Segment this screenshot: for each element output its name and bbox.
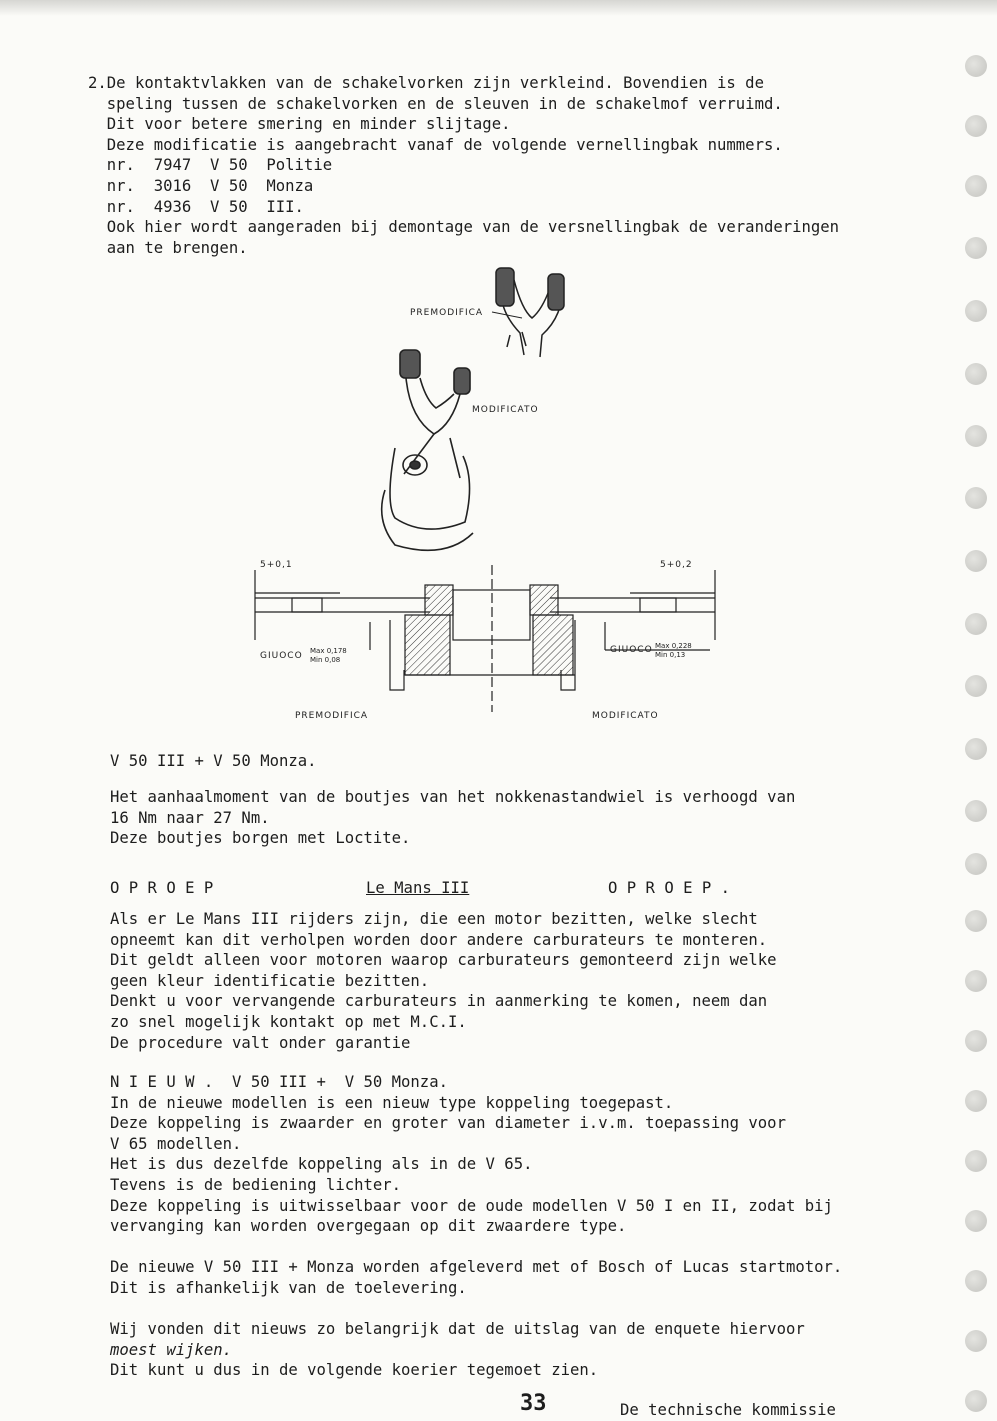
text-line: 2.De kontaktvlakken van de schakelvorken zijn verkleind. Bovendien is de [88, 74, 764, 92]
binder-hole [965, 237, 987, 259]
label-premodifica-bottom: PREMODIFICA [295, 711, 369, 721]
binder-hole [965, 675, 987, 697]
text-line: Denkt u voor vervangende carburateurs in aanmerking te komen, neem dan [110, 992, 768, 1011]
label-premodifica-top: PREMODIFICA [410, 308, 484, 318]
binder-hole [965, 1330, 987, 1352]
text-line: Tevens is de bediening lichter. [110, 1175, 402, 1194]
section-title-le-mans: Le Mans III [366, 879, 470, 897]
giuoco-right-label: GIUOCO [610, 645, 653, 655]
binder-hole [965, 970, 987, 992]
fork-premodifica-top [496, 268, 564, 357]
dimension-left: 5+0,1 [260, 560, 293, 570]
section-starter-motor [110, 1257, 842, 1298]
text-line: Deze koppeling is uitwisselbaar voor de oude modellen V 50 I en II, zodat bij [110, 1196, 833, 1215]
oproep-left: O P R O E P [110, 879, 214, 897]
giuoco-left-min: Min 0,08 [310, 656, 341, 664]
fork-modificato [382, 350, 473, 550]
footer-signature: De technische kommissie [620, 1401, 836, 1419]
text-line: V 65 modellen. [110, 1134, 242, 1153]
binder-hole [965, 300, 987, 322]
text-line: Deze boutjes borgen met Loctite. [110, 829, 411, 848]
binder-hole [965, 738, 987, 760]
binder-hole [965, 1270, 987, 1292]
binder-hole [965, 853, 987, 875]
section-le-mans-call [110, 909, 777, 1053]
section-shift-forks [88, 73, 839, 258]
text-line: N I E U W . V 50 III + V 50 Monza. [110, 1073, 448, 1091]
text-line: nr. 7947 V 50 Politie [88, 156, 333, 175]
label-modificato-top: MODIFICATO [472, 405, 539, 415]
text-line: speling tussen de schakelvorken en de sleuven in de schakelmof verruimd. [88, 94, 783, 113]
binder-hole [965, 550, 987, 572]
text-line: nr. 4936 V 50 III. [88, 197, 304, 216]
text-line: Het is dus dezelfde koppeling als in de V 65. [110, 1155, 533, 1174]
text-line: Dit kunt u dus in de volgende koerier tegemoet zien. [110, 1361, 599, 1380]
text-line: Dit geldt alleen voor motoren waarop carburateurs gemonteerd zijn welke [110, 951, 777, 970]
text-line: In de nieuwe modellen is een nieuw type koppeling toegepast. [110, 1093, 674, 1112]
text-line: vervanging kan worden overgegaan op dit zwaardere type. [110, 1217, 627, 1236]
label-modificato-bottom: MODIFICATO [592, 711, 659, 721]
binder-hole [965, 175, 987, 197]
text-line: Deze koppeling is zwaarder en groter van diameter i.v.m. toepassing voor [110, 1114, 786, 1133]
section-heading-v50: V 50 III + V 50 Monza. [110, 752, 317, 770]
binder-hole [965, 115, 987, 137]
binder-hole [965, 1210, 987, 1232]
text-line: Het aanhaalmoment van de boutjes van het nokkenastandwiel is verhoogd van [110, 788, 796, 806]
text-line: nr. 3016 V 50 Monza [88, 176, 314, 195]
shift-fork-figure [230, 260, 750, 730]
binder-hole [965, 1150, 987, 1172]
oproep-right: O P R O E P . [608, 879, 731, 897]
text-line: moest wijken. [110, 1340, 233, 1359]
text-line: Dit is afhankelijk van de toelevering. [110, 1278, 467, 1297]
text-line: Wij vonden dit nieuws zo belangrijk dat de uitslag van de enquete hiervoor [110, 1320, 805, 1338]
giuoco-right-max: Max 0,228 [655, 642, 692, 650]
page-number: 33 [520, 1391, 547, 1416]
binder-hole [965, 910, 987, 932]
binder-holes [965, 55, 989, 1410]
section-closing-note [110, 1319, 805, 1381]
section-new-clutch [110, 1072, 833, 1237]
binder-hole [965, 800, 987, 822]
text-line: Als er Le Mans III rijders zijn, die een motor bezitten, welke slecht [110, 910, 758, 928]
binder-hole [965, 425, 987, 447]
section-camshaft-bolts [110, 787, 795, 849]
giuoco-left-max: Max 0,178 [310, 647, 347, 655]
text-line: Dit voor betere smering en minder slijtage. [88, 115, 511, 134]
giuoco-left-label: GIUOCO [260, 651, 303, 661]
binder-hole [965, 363, 987, 385]
section-drawing [255, 565, 715, 712]
text-line: opneemt kan dit verholpen worden door andere carburateurs te monteren. [110, 930, 768, 949]
binder-hole [965, 1030, 987, 1052]
text-line: 16 Nm naar 27 Nm. [110, 808, 270, 827]
binder-hole [965, 1390, 987, 1412]
text-line: De procedure valt onder garantie [110, 1033, 411, 1052]
text-line: zo snel mogelijk kontakt op met M.C.I. [110, 1012, 467, 1031]
text-line: aan te brengen. [88, 238, 248, 257]
dimension-right: 5+0,2 [660, 560, 693, 570]
binder-hole [965, 55, 987, 77]
binder-hole [965, 1090, 987, 1112]
text-line: De nieuwe V 50 III + Monza worden afgeleverd met of Bosch of Lucas startmotor. [110, 1258, 843, 1276]
page-top-edge [0, 0, 997, 16]
binder-hole [965, 613, 987, 635]
binder-hole [965, 487, 987, 509]
text-line: geen kleur identificatie bezitten. [110, 971, 430, 990]
giuoco-right-min: Min 0,13 [655, 651, 686, 659]
text-line: Ook hier wordt aangeraden bij demontage van de versnellingbak de veranderingen [88, 218, 840, 237]
text-line: Deze modificatie is aangebracht vanaf de volgende vernellingbak nummers. [88, 135, 783, 154]
